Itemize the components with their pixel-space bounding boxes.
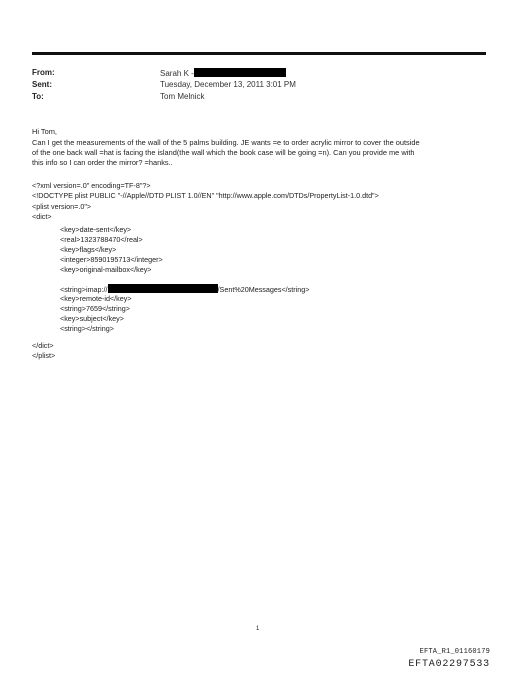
imap-suffix: /Sent%20Messages</string> (217, 285, 310, 294)
plist-entry: <key>original-mailbox</key> (60, 265, 152, 274)
body-line-2: of the one back wall =hat is facing the island(the wall which the book case will be going =n). Can you provide me with (32, 148, 415, 157)
plist-entry: <real>1323788470</real> (60, 235, 143, 244)
xml-declaration: <?xml version=.0" encoding=TF-8"?> (32, 181, 151, 190)
from-label: From: (32, 68, 55, 77)
redaction-block (194, 68, 286, 77)
redaction-block (108, 284, 218, 293)
body-line-3: this info so I can order the mirror? =hanks.. (32, 158, 173, 167)
plist-entry: <integer>8590195713</integer> (60, 255, 163, 264)
plist-entry: <key>date-sent</key> (60, 225, 132, 234)
plist-close: </plist> (32, 351, 56, 360)
sent-value: Tuesday, December 13, 2011 3:01 PM (160, 80, 296, 89)
plist-entry: <key>subject</key> (60, 314, 124, 323)
plist-entry: <string></string> (60, 324, 114, 333)
plist-entry: <key>remote-id</key> (60, 294, 132, 303)
to-value: Tom Melnick (160, 92, 205, 101)
bates-number-primary: EFTA_R1_01160179 (419, 648, 490, 656)
page-number: 1 (256, 626, 260, 632)
plist-open: <plist version=.0"> (32, 202, 92, 211)
sent-label: Sent: (32, 80, 52, 89)
from-name: Sarah K - (160, 69, 194, 78)
imap-prefix: <string>imap:// (60, 285, 108, 294)
doctype-line: <!DOCTYPE plist PUBLIC "-//Apple//DTD PLIST 1.0//EN" "http://www.apple.com/DTDs/PropertyList-1.0.dtd"> (32, 191, 379, 200)
from-value (160, 68, 286, 79)
greeting: Hi Tom, (32, 127, 57, 136)
plist-entry: <string>7659</string> (60, 304, 130, 313)
dict-open: <dict> (32, 212, 52, 221)
header-rule (32, 52, 486, 55)
dict-close: </dict> (32, 341, 54, 350)
plist-entry: <key>flags</key> (60, 245, 117, 254)
bates-number-secondary: EFTA02297533 (408, 659, 490, 670)
to-label: To: (32, 92, 44, 101)
body-line-1: Can I get the measurements of the wall of the 5 palms building. JE wants =e to order acrylic mirror to cover the outside (32, 138, 420, 147)
